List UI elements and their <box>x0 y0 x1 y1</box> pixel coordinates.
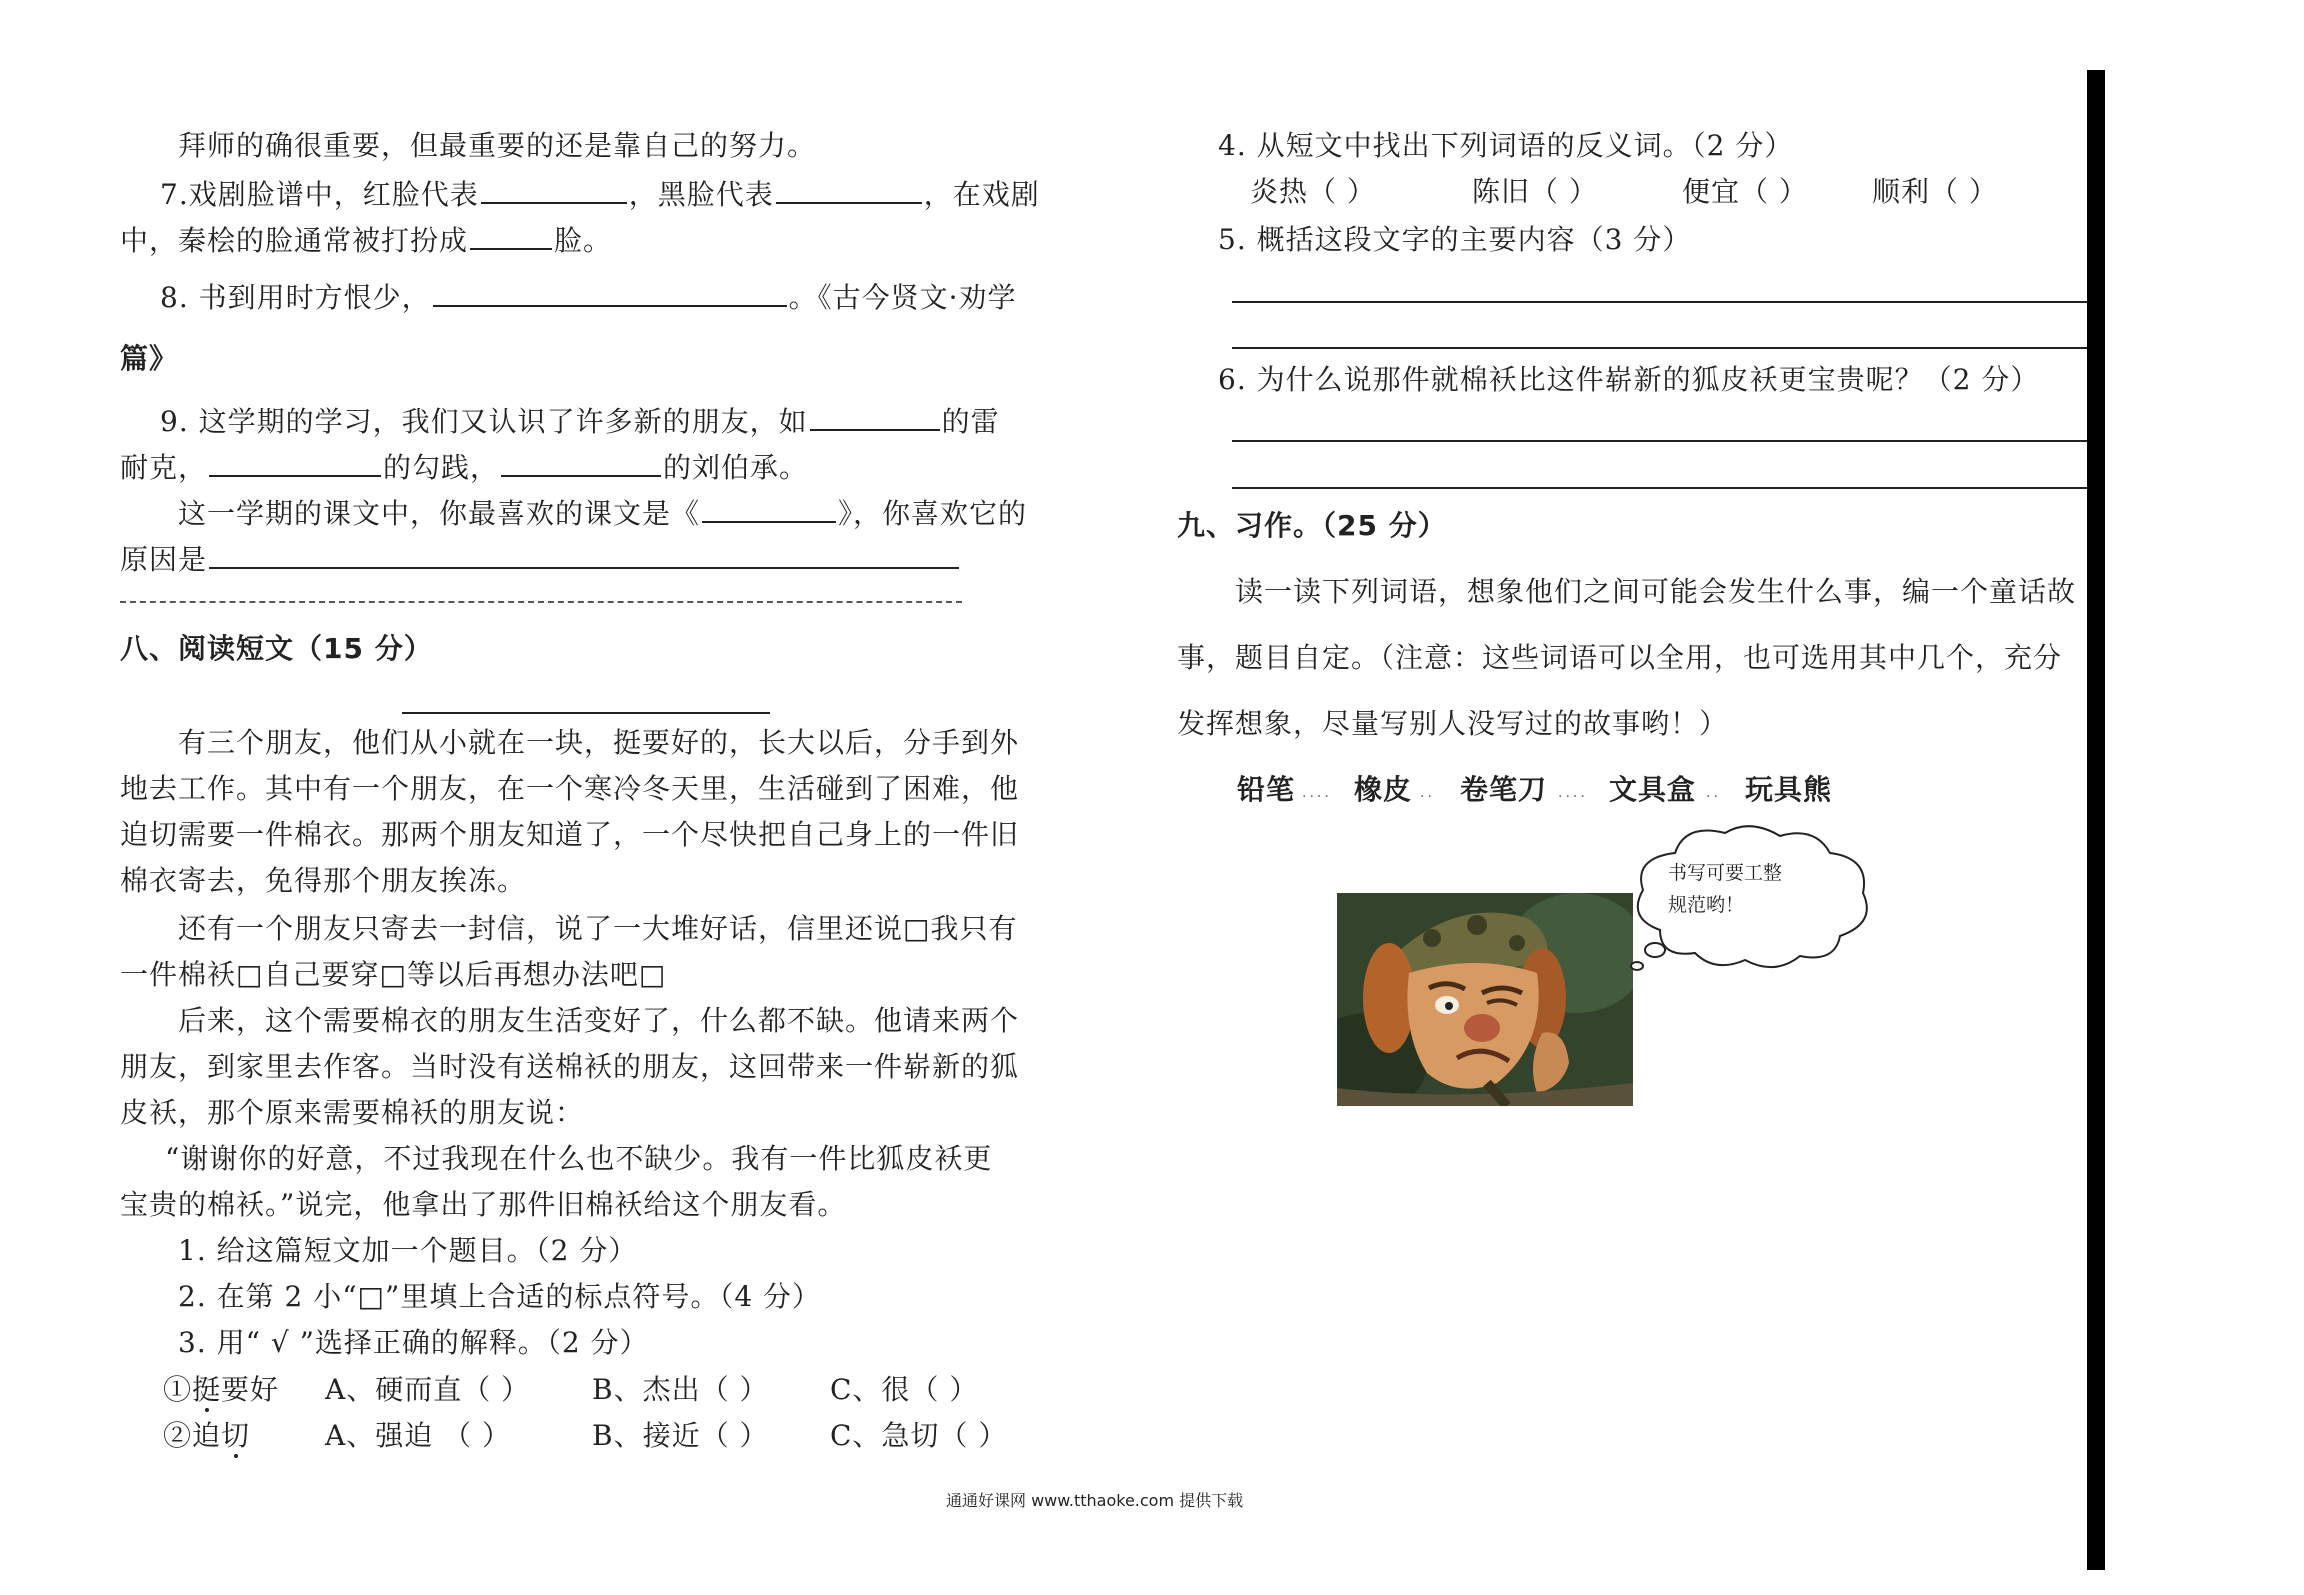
separator-dots: .... <box>1302 785 1332 801</box>
separator-dots: .... <box>1558 785 1588 801</box>
option-a[interactable]: A、硬而直（ ） <box>325 1373 531 1406</box>
passage-line: 宝贵的棉袄。”说完，他拿出了那件旧棉袄给这个朋友看。 <box>120 1188 847 1221</box>
antonym-item[interactable]: 陈旧（ ） <box>1472 175 1598 208</box>
question-7: 7.戏剧脸谱中，红脸代表 ，黑脸代表 ，在戏剧 <box>160 172 1040 215</box>
question-7-cont: 中，秦桧的脸通常被打扮成 脸。 <box>120 218 612 261</box>
blank-field[interactable] <box>433 275 787 307</box>
writing-instruction: 读一读下列词语，想象他们之间可能会发生什么事，编一个童话故 <box>1235 575 2077 608</box>
option-row-2: ②迫切 <box>163 1419 251 1452</box>
writing-instruction: 事，题目自定。（注意：这些词语可以全用，也可选用其中几个，充分 <box>1177 641 2063 674</box>
passage-line: 后来，这个需要棉衣的朋友生活变好了，什么都不缺。他请来两个 <box>178 1004 1020 1037</box>
passage-line: 还有一个朋友只寄去一封信，说了一大堆好话，信里还说□我只有 <box>178 912 1018 945</box>
blank-field[interactable] <box>481 172 627 204</box>
option-b[interactable]: B、接近（ ） <box>592 1419 769 1452</box>
question-9: 9. 这学期的学习，我们又认识了许多新的朋友，如 的雷 <box>160 399 1000 442</box>
reading-question-3: 3. 用“ √ ”选择正确的解释。（2 分） <box>178 1326 649 1359</box>
blank-field[interactable] <box>810 399 940 431</box>
passage-line: 棉衣寄去，免得那个朋友挨冻。 <box>120 864 527 897</box>
option-a[interactable]: A、强迫 （ ） <box>325 1419 512 1452</box>
passage-line: 朋友，到家里去作客。当时没有送棉袄的朋友，这回带来一件崭新的狐 <box>120 1050 1020 1083</box>
section-8-heading: 八、阅读短文（15 分） <box>120 632 433 665</box>
question-9-favorite: 这一学期的课文中，你最喜欢的课文是《 》，你喜欢它的 <box>178 491 1027 534</box>
blank-field[interactable] <box>501 445 661 477</box>
cartoon-character-illustration <box>1337 893 1633 1106</box>
section-9-heading: 九、习作。（25 分） <box>1177 509 1447 542</box>
answer-line[interactable] <box>1232 301 2087 303</box>
cartoon-image <box>1337 893 1633 1106</box>
passage-line: “谢谢你的好意，不过我现在什么也不缺少。我有一件比狐皮袄更 <box>165 1142 993 1175</box>
question-9-reason: 原因是 <box>120 537 961 580</box>
blank-field[interactable] <box>470 218 552 250</box>
antonym-item[interactable]: 炎热（ ） <box>1250 175 1376 208</box>
word-sharpener: 卷笔刀 <box>1460 773 1548 806</box>
answer-line[interactable] <box>1232 347 2087 349</box>
antonym-item[interactable]: 便宜（ ） <box>1682 175 1808 208</box>
word-eraser: 橡皮 <box>1354 773 1413 806</box>
blank-field[interactable] <box>776 172 922 204</box>
thought-bubble <box>1615 818 1880 978</box>
reading-question-4: 4. 从短文中找出下列词语的反义词。（2 分） <box>1218 129 1794 162</box>
separator-dots: .. <box>1420 785 1435 801</box>
dashed-answer-line[interactable] <box>120 601 962 603</box>
reading-question-6: 6. 为什么说那件就棉袄比这件崭新的狐皮袄更宝贵呢？（2 分） <box>1218 363 2040 396</box>
question-8-source: 篇》 <box>120 342 179 375</box>
option-row-1: ①挺要好 <box>163 1373 280 1406</box>
word-pencil-box: 文具盒 <box>1609 773 1697 806</box>
answer-line[interactable] <box>1232 487 2087 489</box>
bubble-text-line: 书写可要工整 <box>1668 862 1783 884</box>
question-8: 8. 书到用时方恨少， 。《古今贤文·劝学 <box>160 275 1017 318</box>
bubble-text-line: 规范哟！ <box>1668 894 1745 916</box>
passage-line: 有三个朋友，他们从小就在一块，挺要好的，长大以后，分手到外 <box>178 726 1020 759</box>
binding-bar <box>2087 70 2105 1570</box>
separator-dots: .. <box>1706 785 1721 801</box>
answer-line[interactable] <box>1232 440 2087 442</box>
footer-text: 通通好课网 www.tthaoke.com 提供下载 <box>946 1491 1244 1510</box>
passage-line: 迫切需要一件棉衣。那两个朋友知道了，一个尽快把自己身上的一件旧 <box>120 818 1020 851</box>
passage-line: 皮袄，那个原来需要棉袄的朋友说： <box>120 1096 585 1129</box>
blank-field[interactable] <box>209 537 959 569</box>
text-line: 拜师的确很重要，但最重要的还是靠自己的努力。 <box>178 129 817 162</box>
passage-line: 一件棉袄□自己要穿□等以后再想办法吧□ <box>120 958 667 991</box>
antonym-item[interactable]: 顺利（ ） <box>1872 175 1998 208</box>
blank-field[interactable] <box>209 445 381 477</box>
passage-line: 地去工作。其中有一个朋友，在一个寒冷冬天里，生活碰到了困难，他 <box>120 772 1020 805</box>
blank-field[interactable] <box>702 491 836 523</box>
option-c[interactable]: C、急切（ ） <box>830 1419 1008 1452</box>
writing-instruction: 发挥想象，尽量写别人没写过的故事哟！） <box>1177 707 1729 740</box>
reading-question-5: 5. 概括这段文字的主要内容（3 分） <box>1218 223 1692 256</box>
word-pencil: 铅笔 <box>1237 773 1296 806</box>
option-c[interactable]: C、很（ ） <box>830 1373 979 1406</box>
option-b[interactable]: B、杰出（ ） <box>592 1373 769 1406</box>
question-9-cont: 耐克， 的勾践， 的刘伯承。 <box>120 445 808 488</box>
reading-question-2: 2. 在第 2 小“□”里填上合适的标点符号。（4 分） <box>178 1280 822 1313</box>
word-teddy-bear: 玩具熊 <box>1745 773 1833 806</box>
reading-question-1: 1. 给这篇短文加一个题目。（2 分） <box>178 1234 638 1267</box>
title-answer-line[interactable] <box>402 712 770 714</box>
